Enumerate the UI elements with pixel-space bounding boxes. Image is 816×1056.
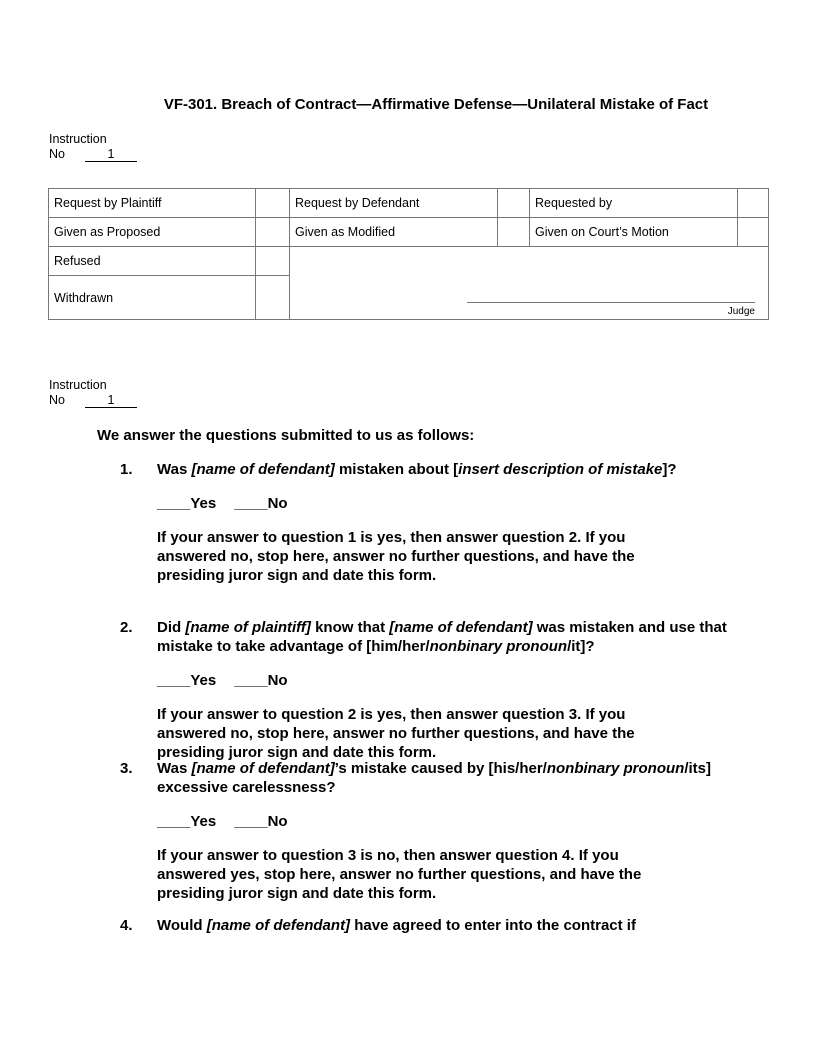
question-text-segment: /it]? — [567, 638, 595, 655]
yes-option[interactable]: ____Yes — [157, 495, 217, 512]
question-text-segment: Would — [157, 917, 207, 934]
checkbox-request-plaintiff[interactable] — [256, 189, 290, 218]
instruction-number-block — [49, 132, 137, 162]
instruction-number: 1 — [85, 148, 137, 162]
question-number: 3. — [120, 760, 133, 777]
judge-signature-cell — [290, 247, 769, 320]
yes-no-answer — [157, 812, 288, 831]
question-text-segment: Did — [157, 619, 186, 636]
checkbox-refused[interactable] — [256, 247, 290, 276]
no-option[interactable]: ____No — [234, 495, 288, 512]
yes-option[interactable]: ____Yes — [157, 672, 217, 689]
question-text-segment: /its] excessive carelessness? — [157, 760, 711, 796]
cell-request-plaintiff: Request by Plaintiff — [49, 189, 256, 218]
no-option[interactable]: ____No — [234, 813, 288, 830]
placeholder-text: [name of defendant] — [206, 917, 351, 934]
question-text-segment: was mistaken and use that mistake to take advantage of [him/her/ — [157, 619, 727, 655]
yes-no-answer — [157, 494, 288, 513]
checkbox-request-defendant[interactable] — [498, 189, 530, 218]
question-text — [157, 759, 737, 797]
instruction-number: 1 — [85, 394, 137, 408]
yes-no-answer — [157, 671, 288, 690]
question-number: 1. — [120, 461, 133, 478]
question-text-segment: mistaken about [ — [334, 461, 459, 478]
question-text-segment: know that — [310, 619, 390, 636]
question-text-segment: have agreed to enter into the contract if — [350, 917, 636, 934]
question-text-segment: ]? — [662, 461, 677, 478]
no-label: No — [49, 147, 65, 161]
checkbox-withdrawn[interactable] — [256, 276, 290, 320]
page-title: VF-301. Breach of Contract—Affirmative Defense—Unilateral Mistake of Fact — [163, 96, 709, 113]
question-text-segment: Was — [157, 760, 192, 777]
yes-option[interactable]: ____Yes — [157, 813, 217, 830]
checkbox-given-court-motion[interactable] — [738, 218, 769, 247]
judge-signature-line[interactable] — [467, 302, 755, 303]
instruction-number-block-2 — [49, 378, 137, 408]
question-text-segment: Was — [157, 461, 192, 478]
placeholder-text: [name of defendant] — [389, 619, 533, 636]
question-text — [157, 460, 737, 479]
no-label: No — [49, 393, 65, 407]
checkbox-requested-by[interactable] — [738, 189, 769, 218]
judge-label: Judge — [727, 306, 755, 317]
cell-given-court-motion: Given on Court’s Motion — [530, 218, 738, 247]
placeholder-text: [name of plaintiff] — [185, 619, 311, 636]
intro-text: We answer the questions submitted to us as follows: — [97, 427, 475, 444]
placeholder-text: nonbinary pronoun — [546, 760, 685, 777]
no-option[interactable]: ____No — [234, 672, 288, 689]
instruction-label: Instruction — [49, 378, 107, 392]
cell-withdrawn: Withdrawn — [49, 276, 256, 320]
instruction-label: Instruction — [49, 132, 107, 146]
followup-instruction: If your answer to question 2 is yes, then answer question 3. If you answered no, stop here, answer no further questions, and have the presiding juror sign and date this form. — [157, 706, 635, 761]
question-number: 4. — [120, 917, 133, 934]
question-number: 2. — [120, 619, 133, 636]
followup-instruction: If your answer to question 1 is yes, then answer question 2. If you answered no, stop here, answer no further questions, and have the presiding juror sign and date this form. — [157, 529, 635, 584]
question-text — [157, 916, 737, 935]
checkbox-given-proposed[interactable] — [256, 218, 290, 247]
placeholder-text: nonbinary pronoun — [429, 638, 568, 655]
cell-request-defendant: Request by Defendant — [290, 189, 498, 218]
instruction-status-table — [48, 188, 769, 320]
cell-given-proposed: Given as Proposed — [49, 218, 256, 247]
cell-requested-by: Requested by — [530, 189, 738, 218]
placeholder-text: insert description of mistake — [458, 461, 663, 478]
checkbox-given-modified[interactable] — [498, 218, 530, 247]
cell-refused: Refused — [49, 247, 256, 276]
followup-instruction: If your answer to question 3 is no, then answer question 4. If you answered yes, stop here, answer no further questions, and have the presiding juror sign and date this form. — [157, 847, 642, 902]
placeholder-text: [name of defendant] — [191, 461, 335, 478]
placeholder-text: [name of defendant] — [191, 760, 335, 777]
question-text — [157, 618, 737, 656]
question-text-segment: ’s mistake caused by [his/her/ — [334, 760, 547, 777]
cell-given-modified: Given as Modified — [290, 218, 498, 247]
